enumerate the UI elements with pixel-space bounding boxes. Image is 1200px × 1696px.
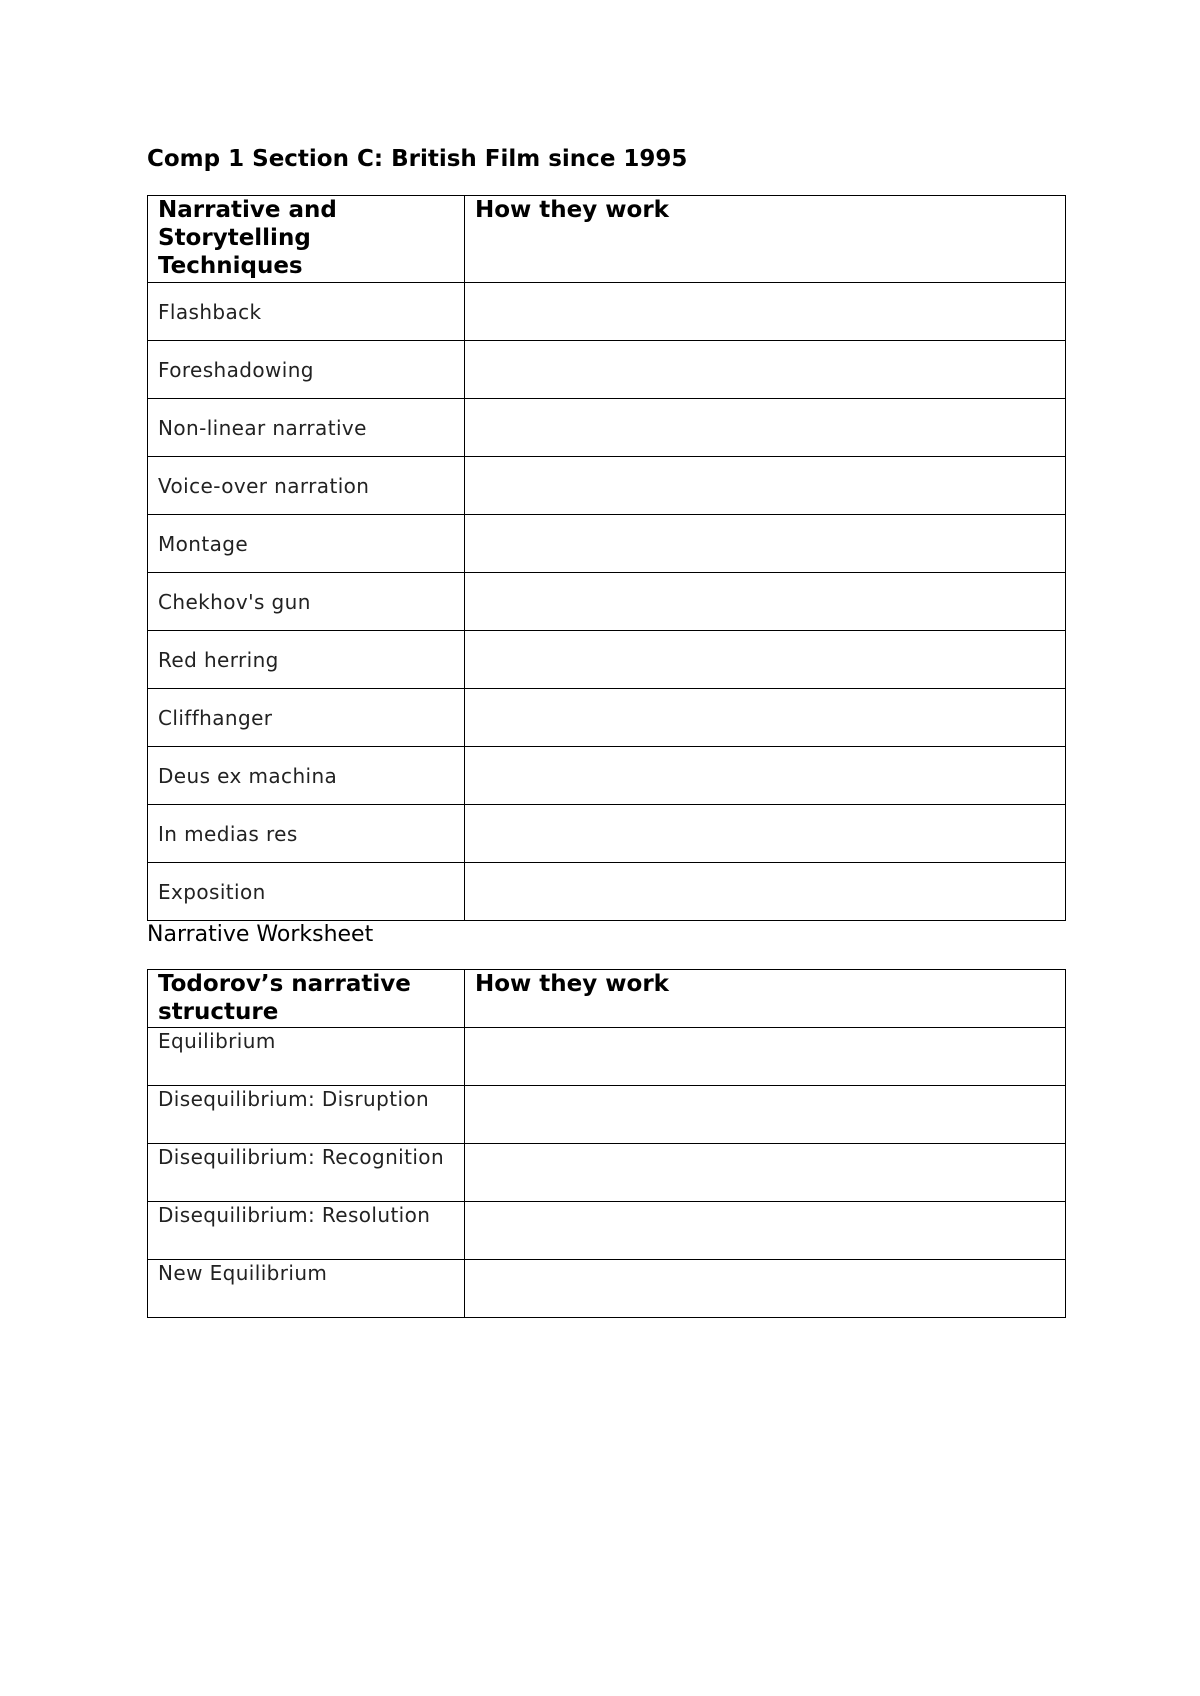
table-row: [148, 515, 1066, 573]
table-row: [148, 747, 1066, 805]
table-row: [148, 1086, 1066, 1144]
table-row: [148, 399, 1066, 457]
table-row: [148, 805, 1066, 863]
technique-cell: Flashback: [148, 283, 465, 341]
technique-cell: Red herring: [148, 631, 465, 689]
column-header-techniques: Narrative and Storytelling Techniques: [148, 196, 465, 283]
technique-cell: Voice-over narration: [148, 457, 465, 515]
answer-cell[interactable]: [465, 457, 1066, 515]
table-row: [148, 689, 1066, 747]
answer-cell[interactable]: [465, 341, 1066, 399]
stage-cell: New Equilibrium: [148, 1260, 465, 1318]
column-header-how-they-work: How they work: [465, 970, 1066, 1028]
answer-cell[interactable]: [465, 689, 1066, 747]
stage-cell: Disequilibrium: Recognition: [148, 1144, 465, 1202]
answer-cell[interactable]: [465, 573, 1066, 631]
technique-cell: Non-linear narrative: [148, 399, 465, 457]
page-title: Comp 1 Section C: British Film since 1995: [147, 146, 688, 172]
technique-cell: Deus ex machina: [148, 747, 465, 805]
answer-cell[interactable]: [465, 747, 1066, 805]
answer-cell[interactable]: [465, 1086, 1066, 1144]
table-row: [148, 1144, 1066, 1202]
table-row: [148, 1202, 1066, 1260]
column-header-todorov: Todorov’s narrative structure: [148, 970, 465, 1028]
technique-cell: Cliffhanger: [148, 689, 465, 747]
worksheet-caption: Narrative Worksheet: [147, 922, 374, 947]
answer-cell[interactable]: [465, 399, 1066, 457]
table-row: [148, 631, 1066, 689]
techniques-table: [147, 195, 1066, 921]
table-row: [148, 863, 1066, 921]
answer-cell[interactable]: [465, 1144, 1066, 1202]
answer-cell[interactable]: [465, 631, 1066, 689]
todorov-table: [147, 969, 1066, 1318]
table-row: [148, 573, 1066, 631]
answer-cell[interactable]: [465, 283, 1066, 341]
technique-cell: In medias res: [148, 805, 465, 863]
table-header-row: [148, 196, 1066, 283]
technique-cell: Foreshadowing: [148, 341, 465, 399]
table-row: [148, 1260, 1066, 1318]
table-row: [148, 457, 1066, 515]
table-row: [148, 283, 1066, 341]
technique-cell: Chekhov's gun: [148, 573, 465, 631]
table-header-row: [148, 970, 1066, 1028]
answer-cell[interactable]: [465, 863, 1066, 921]
technique-cell: Exposition: [148, 863, 465, 921]
answer-cell[interactable]: [465, 1260, 1066, 1318]
stage-cell: Equilibrium: [148, 1028, 465, 1086]
column-header-how-they-work: How they work: [465, 196, 1066, 283]
answer-cell[interactable]: [465, 1202, 1066, 1260]
answer-cell[interactable]: [465, 515, 1066, 573]
technique-cell: Montage: [148, 515, 465, 573]
stage-cell: Disequilibrium: Disruption: [148, 1086, 465, 1144]
table-row: [148, 1028, 1066, 1086]
stage-cell: Disequilibrium: Resolution: [148, 1202, 465, 1260]
answer-cell[interactable]: [465, 1028, 1066, 1086]
table-row: [148, 341, 1066, 399]
answer-cell[interactable]: [465, 805, 1066, 863]
